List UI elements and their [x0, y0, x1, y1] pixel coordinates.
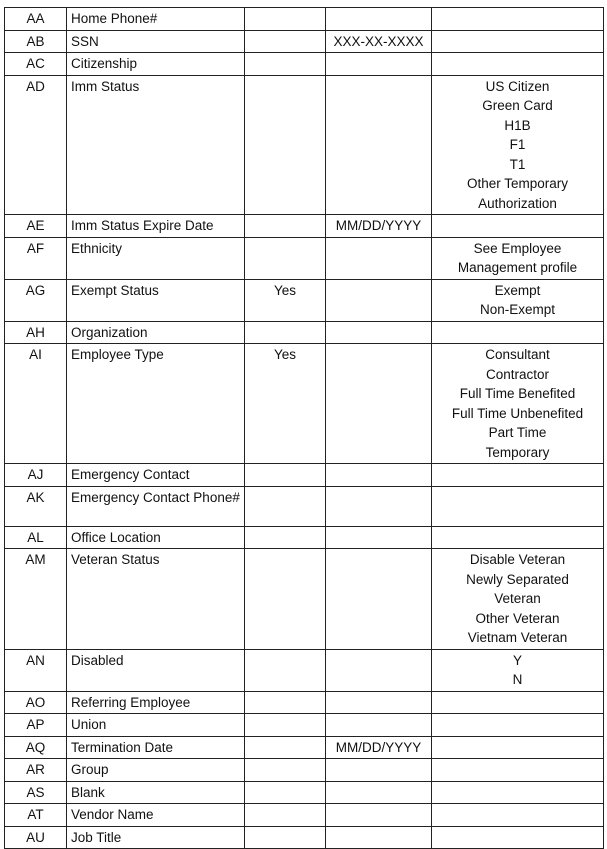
table-row — [5, 75, 604, 215]
allowed-values — [432, 215, 604, 238]
field-name: Citizenship — [67, 53, 245, 76]
allowed-values — [432, 8, 604, 31]
field-code: AU — [5, 826, 67, 849]
field-code: AG — [5, 279, 67, 321]
allowed-values — [432, 344, 604, 464]
field-format — [326, 714, 432, 737]
table-row — [5, 526, 604, 549]
field-name: Disabled — [67, 649, 245, 691]
field-name: Organization — [67, 321, 245, 344]
required-flag — [245, 526, 326, 549]
allowed-value: Consultant — [485, 347, 550, 362]
allowed-value: Y — [512, 652, 522, 668]
table-row — [5, 321, 604, 344]
allowed-value: Exempt — [494, 282, 541, 298]
field-name: Home Phone# — [67, 8, 245, 31]
field-format — [326, 804, 432, 827]
required-flag — [245, 759, 326, 782]
allowed-value: Other Temporary — [466, 176, 569, 191]
field-name: Termination Date — [67, 736, 245, 759]
field-code: AI — [5, 344, 67, 464]
field-name: Union — [67, 714, 245, 737]
field-name: Employee Type — [67, 344, 245, 464]
field-format — [326, 526, 432, 549]
required-flag — [245, 486, 326, 526]
allowed-value: See Employee — [473, 240, 562, 256]
table-row — [5, 8, 604, 31]
allowed-value: Green Card — [482, 98, 553, 113]
field-format — [326, 691, 432, 714]
table-row — [5, 30, 604, 53]
field-name: Emergency Contact Phone# — [67, 486, 245, 526]
allowed-values — [432, 30, 604, 53]
field-code: AF — [5, 237, 67, 279]
required-flag — [245, 649, 326, 691]
required-flag — [245, 75, 326, 215]
field-code: AO — [5, 691, 67, 714]
required-flag — [245, 781, 326, 804]
allowed-value: Non-Exempt — [479, 302, 556, 317]
field-name: Group — [67, 759, 245, 782]
field-name: Blank — [67, 781, 245, 804]
table-row — [5, 215, 604, 238]
table-row — [5, 781, 604, 804]
table-row — [5, 691, 604, 714]
field-format: MM/DD/YYYY — [326, 215, 432, 238]
required-flag — [245, 804, 326, 827]
required-flag — [245, 53, 326, 76]
table-row — [5, 804, 604, 827]
table-row — [5, 736, 604, 759]
allowed-value: Part Time — [488, 425, 547, 440]
allowed-values — [432, 237, 604, 279]
field-code: AB — [5, 30, 67, 53]
field-format — [326, 464, 432, 487]
table-row — [5, 464, 604, 487]
required-flag: Yes — [245, 344, 326, 464]
allowed-value: Other Veteran — [475, 610, 560, 626]
allowed-value: T1 — [509, 156, 526, 172]
field-code: AD — [5, 75, 67, 215]
required-flag — [245, 321, 326, 344]
allowed-values — [432, 759, 604, 782]
field-format — [326, 486, 432, 526]
field-code: AA — [5, 8, 67, 31]
allowed-values — [432, 649, 604, 691]
allowed-value: H1B — [504, 117, 531, 133]
allowed-values — [432, 549, 604, 650]
field-format — [326, 75, 432, 215]
allowed-values — [432, 53, 604, 76]
field-code: AC — [5, 53, 67, 76]
field-format — [326, 321, 432, 344]
field-name: Vendor Name — [67, 804, 245, 827]
allowed-values — [432, 526, 604, 549]
allowed-value: Disable Veteran — [469, 552, 566, 567]
required-flag — [245, 215, 326, 238]
field-code: AM — [5, 549, 67, 650]
table-row — [5, 344, 604, 464]
field-code: AK — [5, 486, 67, 526]
field-name: Job Title — [67, 826, 245, 849]
required-flag — [245, 549, 326, 650]
field-code: AH — [5, 321, 67, 344]
required-flag — [245, 826, 326, 849]
field-format — [326, 759, 432, 782]
allowed-value: Veteran — [494, 591, 541, 606]
field-name: Imm Status — [67, 75, 245, 215]
field-code: AL — [5, 526, 67, 549]
allowed-value: F1 — [509, 137, 526, 152]
allowed-values — [432, 279, 604, 321]
field-spec-body — [5, 8, 604, 849]
field-format — [326, 649, 432, 691]
required-flag — [245, 691, 326, 714]
table-row — [5, 759, 604, 782]
required-flag — [245, 8, 326, 31]
field-code: AN — [5, 649, 67, 691]
required-flag: Yes — [245, 279, 326, 321]
allowed-value: Authorization — [478, 195, 557, 211]
field-format — [326, 826, 432, 849]
allowed-value: Contractor — [485, 366, 550, 382]
table-row — [5, 549, 604, 650]
required-flag — [245, 30, 326, 53]
allowed-value: Management profile — [457, 260, 578, 275]
table-row — [5, 279, 604, 321]
field-name: Exempt Status — [67, 279, 245, 321]
field-name: Veteran Status — [67, 549, 245, 650]
allowed-value: Newly Separated — [466, 571, 569, 587]
allowed-value: Full Time Unbenefited — [451, 405, 584, 421]
field-format — [326, 549, 432, 650]
allowed-value: US Citizen — [485, 78, 550, 94]
allowed-values — [432, 804, 604, 827]
allowed-value: Vietnam Veteran — [467, 630, 568, 645]
table-row — [5, 826, 604, 849]
field-format — [326, 237, 432, 279]
field-name: Imm Status Expire Date — [67, 215, 245, 238]
allowed-values — [432, 321, 604, 344]
field-name: Referring Employee — [67, 691, 245, 714]
allowed-values — [432, 75, 604, 215]
field-code: AT — [5, 804, 67, 827]
field-format — [326, 8, 432, 31]
required-flag — [245, 237, 326, 279]
table-row — [5, 237, 604, 279]
allowed-values — [432, 736, 604, 759]
allowed-values — [432, 781, 604, 804]
field-code: AJ — [5, 464, 67, 487]
table-row — [5, 486, 604, 526]
required-flag — [245, 714, 326, 737]
field-code: AE — [5, 215, 67, 238]
allowed-values — [432, 826, 604, 849]
required-flag — [245, 736, 326, 759]
table-row — [5, 714, 604, 737]
required-flag — [245, 464, 326, 487]
field-format — [326, 781, 432, 804]
allowed-value: Temporary — [485, 444, 550, 460]
field-format: MM/DD/YYYY — [326, 736, 432, 759]
table-row — [5, 649, 604, 691]
field-name: SSN — [67, 30, 245, 53]
field-format — [326, 344, 432, 464]
allowed-value: Full Time Benefited — [459, 386, 576, 401]
field-name: Office Location — [67, 526, 245, 549]
field-code: AS — [5, 781, 67, 804]
allowed-values — [432, 464, 604, 487]
field-spec-table — [4, 7, 604, 849]
allowed-values — [432, 691, 604, 714]
field-name: Emergency Contact — [67, 464, 245, 487]
allowed-values — [432, 714, 604, 737]
allowed-value: N — [512, 672, 523, 687]
table-row — [5, 53, 604, 76]
field-format: XXX-XX-XXXX — [326, 30, 432, 53]
field-format — [326, 279, 432, 321]
field-name: Ethnicity — [67, 237, 245, 279]
field-format — [326, 53, 432, 76]
field-code: AP — [5, 714, 67, 737]
field-code: AR — [5, 759, 67, 782]
allowed-values — [432, 486, 604, 526]
field-code: AQ — [5, 736, 67, 759]
